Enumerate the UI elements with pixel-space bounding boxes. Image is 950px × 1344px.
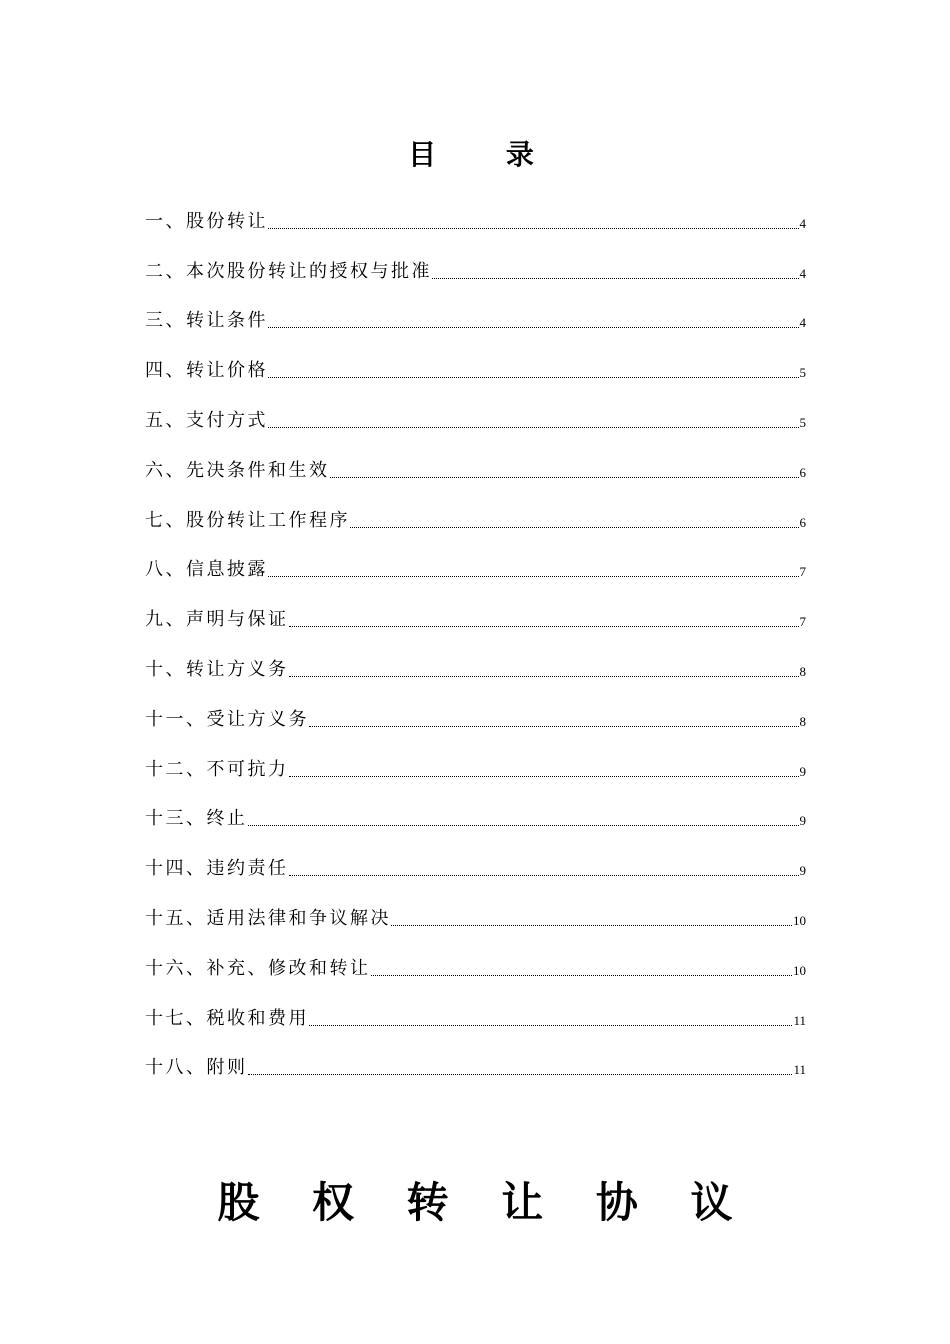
toc-entry-page: 6 [799, 514, 806, 530]
toc-entry-label: 四、转让价格 [145, 360, 268, 382]
toc-entry-page: 6 [799, 464, 806, 480]
toc-entry-page: 8 [799, 663, 806, 679]
toc-entry[interactable] [145, 584, 806, 634]
table-of-contents [145, 186, 806, 1082]
toc-entry-label: 十七、税收和费用 [145, 1007, 309, 1029]
toc-entry-label: 九、声明与保证 [145, 609, 289, 631]
toc-entry-page: 7 [799, 614, 806, 630]
toc-entry-page: 5 [799, 414, 806, 430]
dot-leader [268, 327, 799, 328]
dot-leader [309, 726, 799, 727]
toc-entry[interactable] [145, 684, 806, 734]
toc-entry[interactable] [145, 435, 806, 485]
toc-entry-page: 9 [799, 863, 806, 879]
toc-entry-page: 10 [793, 962, 806, 978]
toc-entry-label: 十、转让方义务 [145, 658, 289, 680]
toc-entry[interactable] [145, 833, 806, 883]
toc-entry[interactable] [145, 236, 806, 286]
toc-entry-label: 十二、不可抗力 [145, 758, 289, 780]
toc-entry-label: 五、支付方式 [145, 409, 268, 431]
toc-entry[interactable] [145, 784, 806, 834]
dot-leader [268, 427, 799, 428]
toc-entry-page: 5 [799, 365, 806, 381]
toc-entry-page: 11 [793, 1012, 806, 1028]
toc-entry-page: 9 [799, 763, 806, 779]
toc-entry-label: 十六、补充、修改和转让 [145, 957, 371, 979]
toc-entry-page: 11 [793, 1062, 806, 1078]
toc-entry-page: 10 [793, 912, 806, 928]
toc-entry-page: 4 [799, 265, 806, 281]
document-title: 股 权 转 让 协 议 [217, 1178, 752, 1227]
toc-entry-label: 十五、适用法律和争议解决 [145, 907, 391, 929]
toc-entry-label: 十四、违约责任 [145, 858, 289, 880]
toc-entry[interactable] [145, 535, 806, 585]
toc-entry-page: 4 [799, 215, 806, 231]
toc-entry[interactable] [145, 186, 806, 236]
toc-entry-label: 三、转让条件 [145, 310, 268, 332]
toc-entry[interactable] [145, 883, 806, 933]
toc-entry-page: 8 [799, 713, 806, 729]
toc-entry[interactable] [145, 933, 806, 983]
dot-leader [289, 875, 799, 876]
toc-entry-label: 六、先决条件和生效 [145, 459, 330, 481]
toc-entry[interactable] [145, 385, 806, 435]
toc-title: 目 录 [408, 138, 564, 171]
toc-entry-label: 二、本次股份转让的授权与批准 [145, 260, 432, 282]
toc-entry-label: 八、信息披露 [145, 559, 268, 581]
toc-entry-label: 十三、终止 [145, 808, 248, 830]
toc-entry[interactable] [145, 485, 806, 535]
dot-leader [309, 1025, 792, 1026]
dot-leader [248, 825, 799, 826]
dot-leader [248, 1074, 793, 1075]
toc-entry-page: 9 [799, 813, 806, 829]
dot-leader [330, 477, 799, 478]
dot-leader [289, 676, 799, 677]
toc-entry[interactable] [145, 634, 806, 684]
toc-entry[interactable] [145, 1033, 806, 1083]
dot-leader [391, 925, 792, 926]
dot-leader [268, 377, 799, 378]
dot-leader [268, 576, 799, 577]
toc-entry-page: 7 [799, 564, 806, 580]
dot-leader [289, 776, 799, 777]
dot-leader [371, 975, 793, 976]
dot-leader [289, 626, 799, 627]
dot-leader [432, 278, 799, 279]
toc-entry[interactable] [145, 983, 806, 1033]
dot-leader [350, 527, 799, 528]
dot-leader [268, 228, 799, 229]
toc-entry-label: 十八、附则 [145, 1057, 248, 1079]
toc-entry-label: 一、股份转让 [145, 210, 268, 232]
toc-entry[interactable] [145, 335, 806, 385]
toc-entry-page: 4 [799, 315, 806, 331]
toc-entry[interactable] [145, 734, 806, 784]
toc-entry[interactable] [145, 286, 806, 336]
toc-entry-label: 七、股份转让工作程序 [145, 509, 350, 531]
toc-entry-label: 十一、受让方义务 [145, 708, 309, 730]
